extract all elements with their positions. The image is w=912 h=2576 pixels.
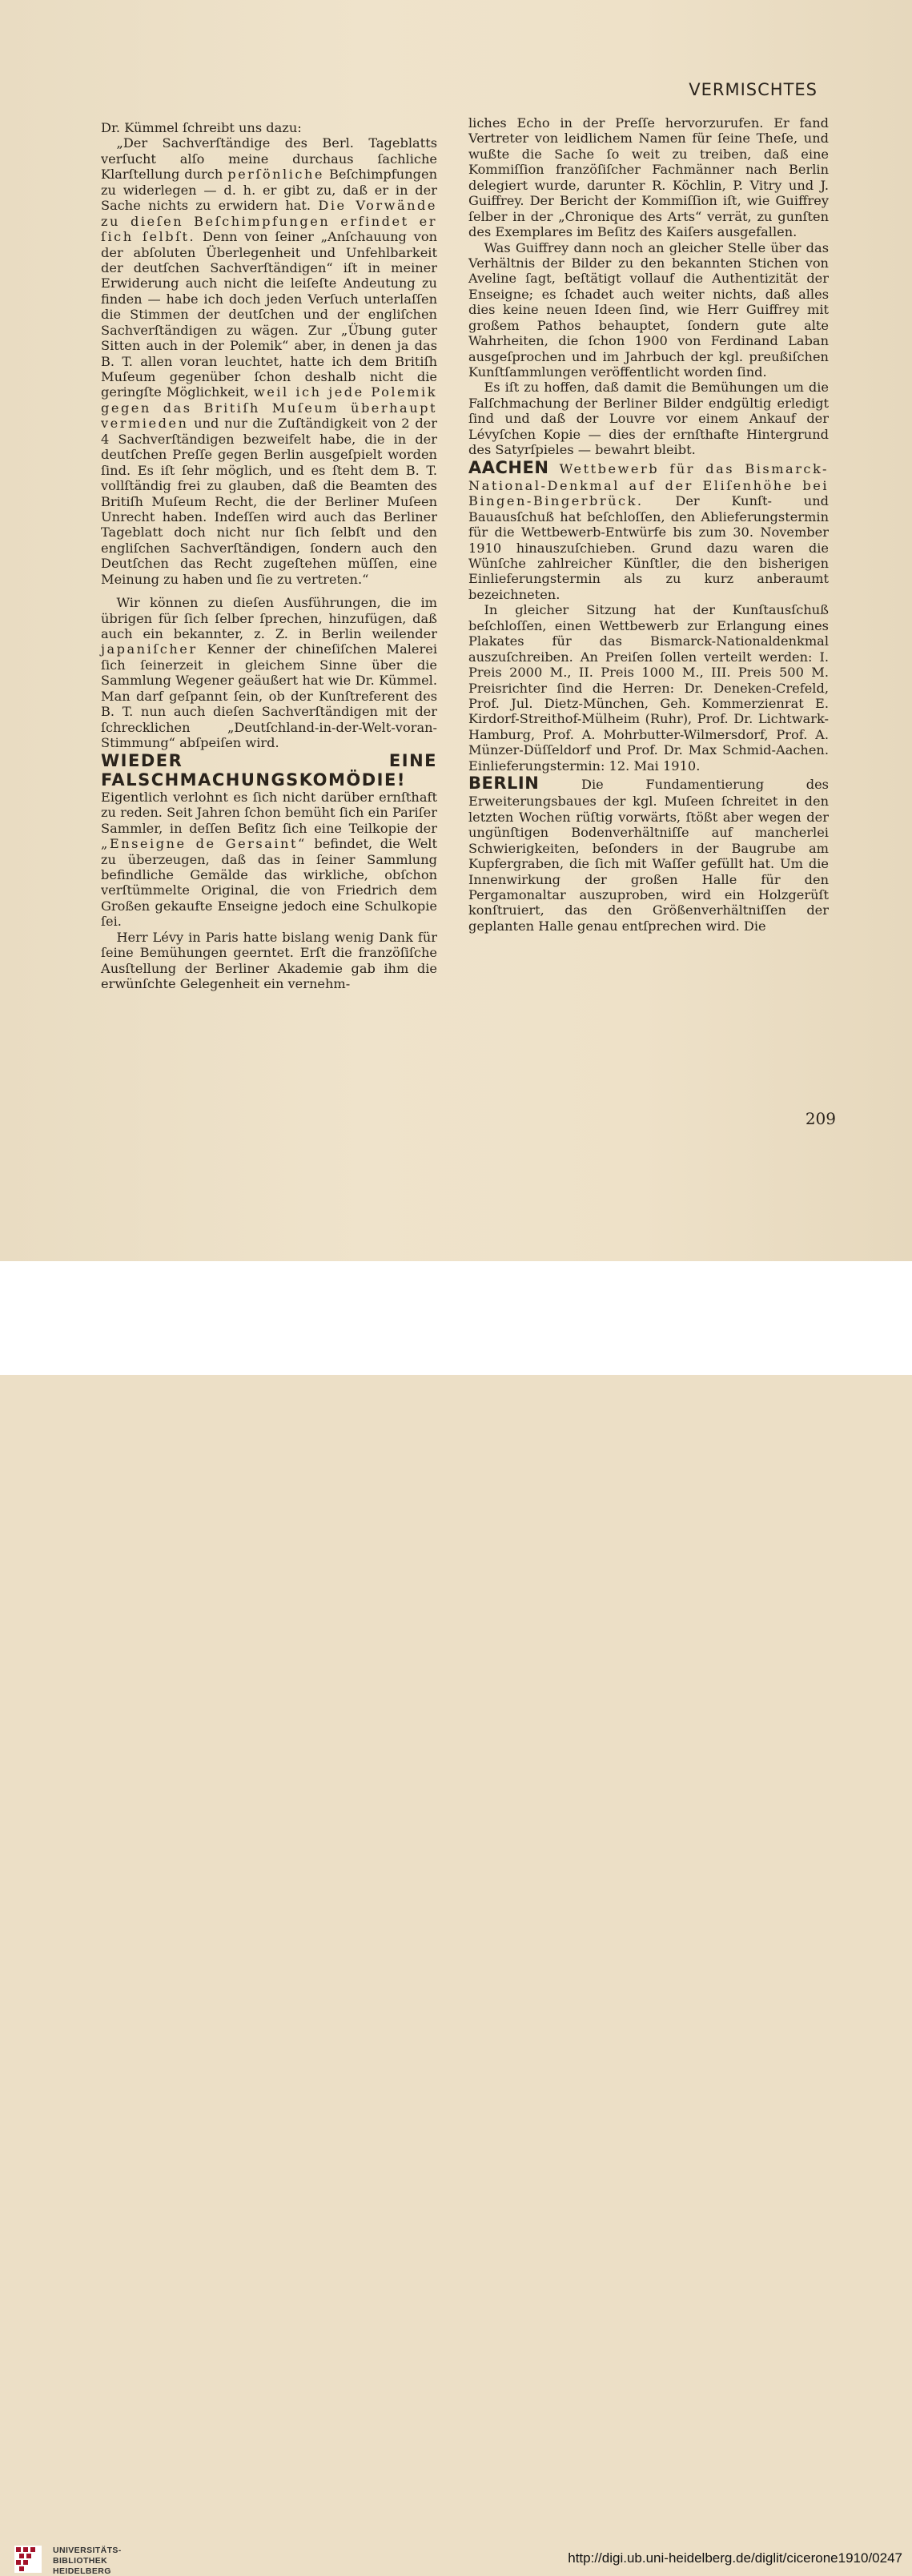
paragraph-text: Es iſt zu hoffen, daß damit die Bemühungen um die Falſchmachung der Berliner Bilder endgültig erledigt ſind und daß der Louvre vor einem Ankauf der Lévyſchen Kopie — dies der ernſthafte Hintergrund des Satyrſpieles — bewahrt bleibt. — [468, 380, 829, 458]
paragraph — [468, 240, 829, 380]
article-heading: WIEDER EINE FALSCHMACHUNGSKOMÖDIE! — [101, 750, 437, 790]
paragraph-text: Was Guiffrey dann noch an gleicher Stelle über das Verhältnis der Bilder zu den bekannten Stichen von Aveline ſagt, beſtätigt vollauf die Authentizität der Enseigne; es ſchadet auch weiter nichts, daß alles dies keine neuen Ideen ſind, wie Herr Guiffrey mit großem Pathos behauptet, ſondern gute alte Wahrheiten, die ſchon 1900 von Ferdinand Laban ausgeſprochen und im Jahrbuch der kgl. preußiſchen Kunſtſammlungen veröffentlicht worden ſind. — [468, 239, 829, 380]
source-url-link[interactable]: http://digi.ub.uni-heidelberg.de/diglit/cicerone1910/0247 — [568, 2550, 902, 2566]
running-head: VERMISCHTES — [689, 80, 818, 99]
library-seal-icon — [14, 2546, 42, 2573]
spaced-text: „Enseigne de Gersaint“ — [101, 836, 307, 852]
article-aachen — [468, 458, 829, 603]
paragraph — [468, 115, 829, 240]
article-wieder-eine — [101, 751, 437, 930]
paragraph-text: Kenner der chineſiſchen Malerei ſich ſeinerzeit in gleichem Sinne über die Sammlung Wegener geäußert hat wie Dr. Kümmel. Man darf geſpannt ſein, ob der Kunſtreferent des B. T. nun auch dieſen Sachverſtändigen mit der ſchrecklichen „Deutſchland-in-der-Welt-voran-Stimmung“ abſpeiſen wird. — [101, 641, 437, 751]
left-column — [101, 120, 437, 991]
scanned-page — [0, 0, 912, 1261]
paragraph — [101, 930, 437, 992]
paragraph — [101, 120, 437, 135]
right-column — [468, 115, 829, 934]
paragraph-text: Die Fundamentierung des Erweiterungsbaues der kgl. Muſeen ſchreitet in den letzten Wochen rüſtig vorwärts, ſtößt aber wegen der ungünſtigen Bodenverhältniſſe auf mancherlei Schwierigkeiten, beſonders in der Baugrube am Kupfergraben, die ſich mit Waſſer gefüllt hat. Um die Innenwirkung der großen Halle für den Pergamonaltar auszuproben, wird ein Holzgerüſt konſtruiert, das den Größenverhältniſſen der geplanten Halle genau entſprechen wird. Die — [468, 777, 829, 934]
paragraph-text: Dr. Kümmel ſchreibt uns dazu: — [101, 120, 302, 135]
article-berlin — [468, 774, 829, 934]
spaced-text: weil ich jede Polemik gegen das Britiſh Muſeum überhaupt vermieden — [101, 384, 437, 432]
paragraph — [101, 595, 437, 750]
paragraph-text: Wir können zu dieſen Ausführungen, die im übrigen für ſich ſelber ſprechen, hinzufügen, daß auch ein bekannter, z. Z. in Berlin weilender — [101, 595, 437, 641]
paragraph — [101, 135, 437, 587]
paragraph — [468, 602, 829, 774]
library-name-line1: UNIVERSITÄTS- — [53, 2546, 122, 2555]
paragraph-text: und nur die Zuſtändigkeit von 2 der 4 Sachverſtändigen bezweifelt habe, die in der deutſchen Preſſe gegen Berlin ausgeſpielt worden ſind. Es iſt ſehr möglich, und es ſteht dem B. T. vollſtändig frei zu glauben, daß die Beamten des Britiſh Muſeum Recht, die der Berliner Muſeen Unrecht haben. Indeſſen wird auch das Berliner Tageblatt doch nicht nur ſich ſelbſt und den engliſchen Sachverſtändigen, ſondern auch den Deutſchen das Recht zugeſtehen müſſen, eine Meinung zu haben und ſie zu vertreten.“ — [101, 416, 437, 587]
library-name-line3: HEIDELBERG — [53, 2566, 111, 2576]
paragraph-text: Eigentlich verlohnt es ſich nicht darüber ernſthaft zu reden. Seit Jahren ſchon bemüht ſich ein Pariſer Sammler, in deſſen Beſitz ſich eine Teilkopie der — [101, 789, 437, 836]
paragraph-text: Herr Lévy in Paris hatte bislang wenig Dank für ſeine Bemühungen geerntet. Erſt die franzöſiſche Ausſtellung der Berliner Akademie gab ihm die erwünſchte Gelegenheit ein vernehm- — [101, 929, 437, 992]
paragraph — [468, 380, 829, 457]
spaced-text: japaniſcher — [101, 641, 198, 657]
paragraph-text: befindet, die Welt zu überzeugen, daß das in ſeiner Sammlung befindliche Gemälde das wirkliche, obſchon verſtümmelte Original, die von Friedrich dem Großen gekaufte Enseigne jedoch eine Schulkopie ſei. — [101, 836, 437, 930]
spaced-text: perſönliche — [227, 167, 324, 183]
city-heading: AACHEN — [468, 457, 549, 477]
page-number: 209 — [805, 1109, 836, 1128]
paragraph-text: Der Kunſt- und Bauausſchuß hat beſchloſſen, den Ablieferungstermin für die Wettbewerb-Entwürfe bis zum 30. November 1910 hinauszuſchieben. Grund dazu waren die Wünſche zahlreicher Künſtler, die den bisherigen Einlieferungstermin als zu kurz anberaumt bezeichneten. — [468, 493, 829, 602]
city-heading: BERLIN — [468, 774, 540, 794]
paragraph-text: In gleicher Sitzung hat der Kunſtausſchuß beſchloſſen, einen Wettbewerb zur Erlangung eines Plakates für das Bismarck-Nationaldenkmal auszuſchreiben. An Preiſen ſollen verteilt werden: I. Preis 2000 M., II. Preis 1000 M., III. Preis 500 M. Preisrichter ſind die Herren: Dr. Deneken-Crefeld, Prof. Jul. Dietz-München, Geh. Kommerzienrat E. Kirdorf-Streithof-Mülheim (Ruhr), Prof. Dr. Lichtwark-Hamburg, Prof. A. Mohrbutter-Wilmersdorf, Prof. A. Münzer-Düſſeldorf und Prof. Dr. Max Schmid-Aachen. Einlieferungstermin: 12. Mai 1910. — [468, 602, 829, 774]
paragraph-text: liches Echo in der Preſſe hervorzurufen. Er fand Vertreter von leidlichem Namen für ſeine Theſe, und wußte die Sache ſo weit zu treiben, daß eine Kommiſſion franzöſiſcher Fachmänner nach Berlin delegiert wurde, darunter R. Köchlin, P. Vitry und J. Guiffrey. Der Bericht der Kommiſſion iſt, wie Guiffrey ſelber in der „Chronique des Arts“ verrät, zu gunſten des Exemplares im Beſitz des Kaiſers ausgefallen. — [468, 115, 829, 240]
paragraph-text: „Der Sachverſtändige des Berl. Tageblatts verſucht alſo meine durchaus ſachliche Klarſtellung durch — [101, 135, 437, 183]
paragraph-text: Beſchimpfungen zu widerlegen — d. h. er gibt zu, daß er in der Sache nichts zu erwidern hat. — [101, 167, 437, 214]
library-name-line2: BIBLIOTHEK — [53, 2556, 108, 2566]
digitization-footer — [0, 1261, 912, 2576]
spaced-text: Wettbewerb für das Bismarck-National-Denkmal auf der Eliſenhöhe bei Bingen-Bingerbrück. — [468, 460, 829, 509]
spaced-text: Die Vorwände zu dieſen Beſchimpfungen erfindet er ſich ſelbſt. — [101, 198, 437, 245]
paragraph-text: Denn von ſeiner „Anſchauung von der abſoluten Überlegenheit und Unfehlbarkeit der deutſchen Sachverſtändigen“ iſt in meiner Erwiderung auch nicht die leiſeſte Andeutung zu finden — habe ich doch jeden Verſuch unterlaſſen die Stimmen der deutſchen und der engliſchen Sachverſtändigen zu wägen. Zur „Übung guter Sitten auch in der Polemik“ aber, in denen ja das B. T. allen voran leuchtet, hatte ich dem Britiſh Muſeum gegenüber ſchon deshalb nicht die geringſte Möglichkeit, — [101, 229, 437, 400]
